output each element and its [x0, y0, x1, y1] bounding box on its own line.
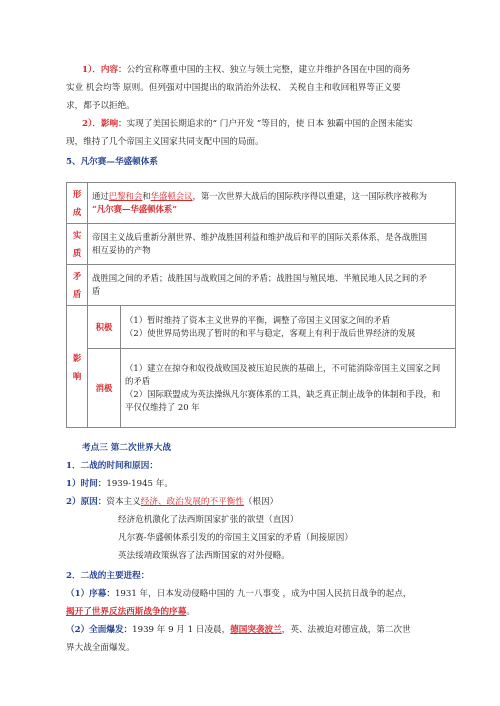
label-negative: 消极: [88, 349, 121, 428]
cell-negative: （1）建立在掠夺和奴役战败国及被压迫民族的基础上，不可能消除帝国主义国家之间 的矛盾 （2）国际联盟成为英法操纵凡尔赛体系的工具，缺乏真正制止战争的体制和手段，和 平仅仅维持了 20 年: [121, 349, 456, 428]
outbreak-line: （2）全面爆发：1939 年 9 月 1 日凌晨，德国突袭波兰，英、法被迫对德宣战，第二次世: [66, 625, 411, 635]
cause-2: 经济危机激化了法西斯国家扩张的欲望（直因）: [118, 515, 299, 525]
table-row-essence: [67, 224, 456, 265]
table-row-formation: [67, 183, 456, 224]
label-essence: 实 质: [67, 224, 88, 265]
heading-5: 5、凡尔赛—华盛顿体系: [66, 157, 158, 167]
prelude-line2: 揭开了世界反法西斯战争的序幕。: [66, 607, 195, 617]
prelude-highlight: 揭开了世界反法西斯战争的序幕: [66, 607, 187, 617]
item1-text-c: 求，都予以拒绝。: [66, 101, 135, 111]
item2-text-a: 实现了美国长期追求的“ 门户开发 ”等目的，使 日本 独霸中国的企图未能实: [126, 119, 413, 129]
system-name: “凡尔赛—华盛顿体系”: [92, 204, 178, 214]
prelude-line: （1）序幕：1931 年，日本发动侵略中国的 九一八事变 ，成为中国人民抗日战争的起点，: [66, 589, 412, 599]
item1-line1: [82, 64, 410, 77]
link-paris-conference: 巴黎和会: [108, 191, 143, 201]
cause-label: 2）原因：: [66, 497, 107, 507]
item2-line1: [82, 118, 413, 131]
item1-label: 1）．内容：: [82, 65, 127, 75]
outbreak-line2: 界大战全面爆发。: [66, 643, 135, 653]
time-label: 1）时间：: [66, 479, 107, 489]
item1-text-b: 实业 机会均等 原则。但列强对中国提出的取消治外法权、 关税自主和收回租界等正义要: [66, 83, 401, 93]
cause-line: 2）原因：资本主义经济、政治发展的不平衡性（根因）: [66, 497, 279, 507]
cell-essence: 帝国主义战后重新分割世界、维护战胜国利益和维护战后和平的国际关系体系，是各战胜国 相互妥协的产物: [88, 224, 456, 265]
cell-positive: （1）暂时维持了资本主义世界的平衡，调整了帝国主义国家之间的矛盾 （2）使世界局势出现了暂时的和平与稳定，客观上有利于战后世界经济的发展: [121, 306, 456, 349]
outbreak-label: （2）全面爆发：: [66, 625, 133, 635]
cause-4: 英法绥靖政策纵容了法西斯国家的对外侵略。: [118, 551, 290, 561]
item2-label: 2）．影响：: [82, 119, 127, 129]
versailles-table: [66, 182, 456, 428]
label-influence: 影 响: [67, 306, 88, 428]
topic3-h2: 2．二战的主要进程：: [66, 571, 150, 581]
cause-3: 凡尔赛-华盛顿体系引发的的帝国主义国家的矛盾（间接原因）: [118, 533, 353, 543]
item2-text-b: 现，维持了几个帝国主义国家共同支配中国的局面。: [66, 137, 264, 147]
topic3-h1: 1．二战的时间和原因：: [66, 461, 158, 471]
table-row-conflict: [67, 265, 456, 306]
table-row-positive: [67, 306, 456, 349]
topic3-title: 考点三 第二次世界大战: [82, 443, 171, 453]
time-value: 1939-1945 年。: [106, 479, 173, 489]
outbreak-highlight: 德国突袭波兰: [230, 625, 282, 635]
prelude-label: （1）序幕：: [66, 589, 115, 599]
cause-highlight: 经济、政治发展的不平衡性: [140, 497, 244, 507]
item1-text-a: 公约宣称尊重中国的主权、独立与领土完整，建立并维护各国在中国的商务: [126, 65, 411, 75]
label-conflict: 矛 盾: [67, 265, 88, 306]
cell-formation: 通过巴黎和会和华盛顿会议，第一次世界大战后的国际秩序得以重建，这一国际秩序被称为 “凡尔赛—华盛顿体系”: [88, 183, 456, 224]
label-formation: 形 成: [67, 183, 88, 224]
cell-conflict: 战胜国之间的矛盾；战胜国与战败国之间的矛盾；战胜国与殖民地、半殖民地人民之间的矛 盾: [88, 265, 456, 306]
label-positive: 积极: [88, 306, 121, 349]
time-line: [66, 478, 173, 491]
link-washington-conference: 华盛顿会议: [150, 191, 193, 201]
table-row-negative: [67, 349, 456, 428]
